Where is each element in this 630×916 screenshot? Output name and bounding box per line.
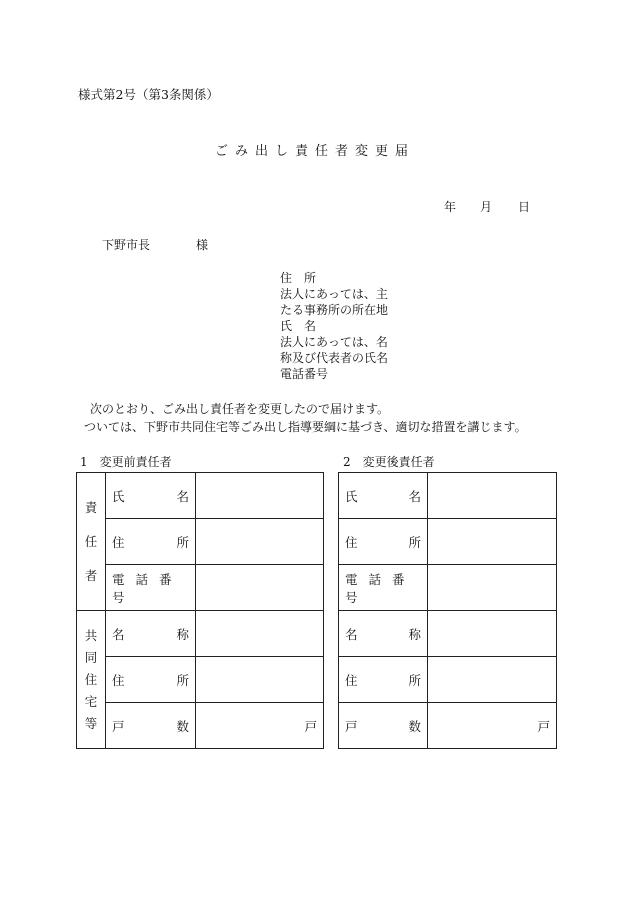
table-row (339, 565, 557, 611)
applicant-name-label: 氏 名 (280, 319, 317, 333)
addressee-name: 下野市長 (102, 238, 151, 252)
group-char: 者 (84, 567, 98, 583)
table-row (77, 519, 324, 565)
table-row (339, 657, 557, 703)
units-label: 戸 数 (339, 703, 428, 749)
after-units-field[interactable] (428, 703, 557, 749)
table-row (339, 703, 557, 749)
units-suffix: 戸 (304, 719, 317, 734)
date-year-label: 年 (444, 200, 457, 214)
body-line-1: 次のとおり、ごみ出し責任者を変更したので届けます。 (90, 402, 390, 416)
before-phone-field[interactable] (196, 565, 324, 611)
applicant-phone-label: 電話番号 (280, 367, 329, 381)
before-table (76, 472, 324, 749)
before-units-field[interactable] (196, 703, 324, 749)
group-char: 住 (84, 671, 98, 687)
table-row (77, 565, 324, 611)
body-text (84, 400, 527, 436)
phone-label: 電話番号 (106, 565, 196, 611)
section-before-heading: 1 変更前責任者 (80, 455, 172, 469)
building-address-label: 住 所 (106, 657, 196, 703)
before-name-field[interactable] (196, 473, 324, 519)
date-line (444, 198, 538, 215)
applicant-name-note-2: 称及び代表者の氏名 (280, 351, 389, 365)
address-label: 住 所 (106, 519, 196, 565)
section-after-heading: 2 変更後責任者 (343, 455, 435, 469)
units-suffix: 戸 (537, 719, 550, 734)
after-table (338, 472, 557, 749)
phone-label: 電話番号 (339, 565, 428, 611)
applicant-address-note-2: たる事務所の所在地 (280, 303, 389, 317)
table-row (339, 473, 557, 519)
body-line-2: ついては、下野市共同住宅等ごみ出し指導要綱に基づき、適切な措置を講じます。 (84, 420, 527, 434)
group-char: 等 (84, 715, 98, 731)
table-row (339, 519, 557, 565)
after-building-name-field[interactable] (428, 611, 557, 657)
before-address-field[interactable] (196, 519, 324, 565)
address-label: 住 所 (339, 519, 428, 565)
group-char: 共 (84, 627, 98, 643)
table-row (339, 611, 557, 657)
date-month-label: 月 (480, 200, 493, 214)
form-number: 様式第2号（第3条関係） (78, 87, 219, 102)
group-char: 宅 (84, 693, 98, 709)
after-address-field[interactable] (428, 519, 557, 565)
name-label: 氏 名 (339, 473, 428, 519)
applicant-block (280, 270, 388, 382)
before-building-address-field[interactable] (196, 657, 324, 703)
group-char: 同 (84, 649, 98, 665)
group-char: 責 (84, 499, 98, 515)
document-title: ごみ出し責任者変更届 (214, 144, 415, 159)
building-name-label: 名 称 (339, 611, 428, 657)
date-day-label: 日 (518, 200, 531, 214)
group-housing (77, 611, 106, 749)
table-row (77, 473, 324, 519)
applicant-name-note-1: 法人にあっては、名 (280, 335, 388, 349)
name-label: 氏 名 (106, 473, 196, 519)
units-label: 戸 数 (106, 703, 196, 749)
addressee (102, 236, 208, 253)
after-name-field[interactable] (428, 473, 557, 519)
applicant-address-label: 住 所 (280, 271, 317, 285)
building-address-label: 住 所 (339, 657, 428, 703)
addressee-honorific: 様 (196, 238, 209, 252)
after-phone-field[interactable] (428, 565, 557, 611)
group-char: 任 (84, 533, 98, 549)
table-row (77, 703, 324, 749)
table-row (77, 657, 324, 703)
after-building-address-field[interactable] (428, 657, 557, 703)
group-responsible-person (77, 473, 106, 611)
table-row (77, 611, 324, 657)
before-building-name-field[interactable] (196, 611, 324, 657)
applicant-address-note-1: 法人にあっては、主 (280, 287, 388, 301)
building-name-label: 名 称 (106, 611, 196, 657)
